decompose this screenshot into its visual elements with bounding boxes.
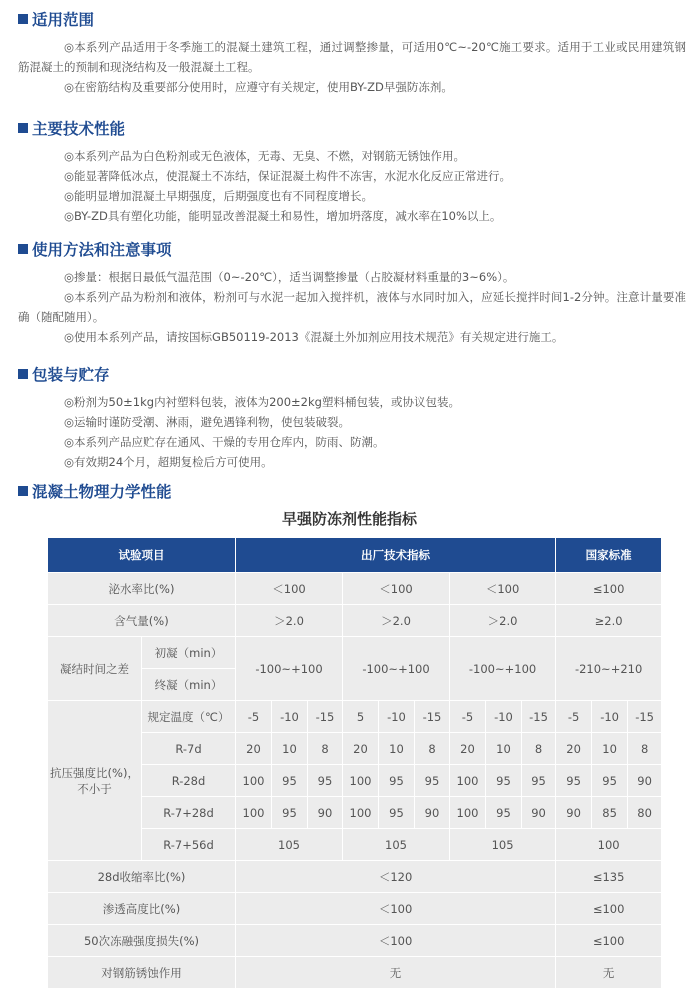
row-label-line: 不小于 [77,781,112,796]
section-title: 混凝土物理力学性能 [32,483,172,501]
square-bullet-icon [18,244,28,254]
table-cell: ≥2.0 [556,605,662,637]
square-bullet-icon [18,486,28,496]
table-cell: 95 [379,765,415,797]
table-cell: 105 [343,829,450,861]
table-cell: -10 [592,701,628,733]
paragraph: ◎本系列产品适用于冬季施工的混凝土建筑工程，通过调整掺量，可适用0℃~-20℃施工要求。适用于工业或民用建筑钢筋混凝土的预制和现浇结构及一般混凝土工程。 [18,40,686,74]
section-heading [18,480,699,502]
table-cell: 95 [556,765,592,797]
table-cell: 85 [592,797,628,829]
section-usage [0,238,699,347]
table-cell: 80 [628,797,662,829]
table-cell: 无 [556,957,662,989]
table-row [48,925,662,957]
table-cell: 10 [379,733,415,765]
table-cell: -15 [415,701,450,733]
section-title: 主要技术性能 [32,120,126,138]
table-cell: -5 [450,701,486,733]
table-row [48,605,662,637]
row-label: 泌水率比(%) [48,573,236,605]
section-heading [18,363,699,385]
table-cell: -10 [272,701,308,733]
table-cell: 5 [343,701,379,733]
section-physical-properties [0,480,699,502]
table-row [48,637,662,669]
table-cell: -10 [379,701,415,733]
section-title: 包装与贮存 [32,366,110,384]
table-cell: ＞2.0 [450,605,556,637]
section-performance [0,117,699,226]
paragraph: ◎本系列产品为白色粉剂或无色液体，无毒、无臭、不燃，对钢筋无锈蚀作用。 [64,149,466,163]
row-sublabel: R-28d [142,765,236,797]
table-cell: 8 [628,733,662,765]
table-cell: ≤100 [556,925,662,957]
table-row [48,957,662,989]
table-cell: 95 [522,765,556,797]
table-cell: -15 [308,701,343,733]
table-cell: 95 [272,797,308,829]
table-cell: 100 [236,797,272,829]
table-cell: -15 [522,701,556,733]
table-cell: 8 [522,733,556,765]
section-heading [18,238,699,260]
paragraph: ◎粉剂为50±1kg内衬塑料包装，液体为200±2kg塑料桶包装，或协议包装。 [64,395,460,409]
row-sublabel: R-7+56d [142,829,236,861]
table-row [48,861,662,893]
table-cell: 20 [450,733,486,765]
paragraph: ◎本系列产品应贮存在通风、干燥的专用仓库内，防雨、防潮。 [64,435,385,449]
table-cell: 105 [450,829,556,861]
table-cell: 100 [450,797,486,829]
table-cell: -100~+100 [343,637,450,701]
table-cell: 95 [592,765,628,797]
table-cell: ＜100 [450,573,556,605]
table-cell: 8 [308,733,343,765]
header-item: 试验项目 [48,538,236,573]
table-cell: 95 [486,797,522,829]
table-cell: ＜100 [236,893,556,925]
table-cell: -210~+210 [556,637,662,701]
table-cell: ＜120 [236,861,556,893]
table-cell: 105 [236,829,343,861]
row-label: 28d收缩率比(%) [48,861,236,893]
table-cell: ≤100 [556,893,662,925]
table-header-row [48,538,662,573]
row-label: 凝结时间之差 [48,637,142,701]
table-cell: 100 [556,829,662,861]
table-cell: ＜100 [236,573,343,605]
table-cell: ＜100 [343,573,450,605]
table-row [48,893,662,925]
table-row [48,573,662,605]
table-cell: 95 [379,797,415,829]
table-cell: 10 [592,733,628,765]
section-title: 适用范围 [32,11,95,29]
row-sublabel: R-7d [142,733,236,765]
table-cell: 95 [272,765,308,797]
row-label: 渗透高度比(%) [48,893,236,925]
table-cell: ＞2.0 [236,605,343,637]
table-title: 早强防冻剂性能指标 [281,510,417,528]
row-label: 含气量(%) [48,605,236,637]
table-cell: ＜100 [236,925,556,957]
table-cell: 95 [308,765,343,797]
table-cell: 100 [343,765,379,797]
paragraph: ◎使用本系列产品，请按国标GB50119-2013《混凝土外加剂应用技术规范》有关规定进行施工。 [64,330,564,344]
table-cell: 100 [236,765,272,797]
paragraph: ◎BY-ZD具有塑化功能，能明显改善混凝土和易性，增加坍落度，减水率在10%以上。 [64,209,502,223]
row-label [48,701,142,861]
table-cell: 10 [486,733,522,765]
table-cell: 100 [343,797,379,829]
table-cell: 无 [236,957,556,989]
table-cell: 10 [272,733,308,765]
paragraph: ◎掺量：根据日最低气温范围（0~-20℃），适当调整掺量（占胶凝材料重量的3~6%）。 [64,270,515,284]
paragraph: ◎在密筋结构及重要部分使用时，应遵守有关规定，使用BY-ZD早强防冻剂。 [64,80,453,94]
table-cell: 90 [415,797,450,829]
paragraph: ◎能明显增加混凝土早期强度，后期强度也有不同程度增长。 [64,189,374,203]
section-scope [0,8,699,97]
paragraph: ◎本系列产品为粉剂和液体，粉剂可与水泥一起加入搅拌机，液体与水同时加入，应延长搅拌时间1-2分钟。注意计量要准确（随配随用）。 [18,290,686,324]
table-cell: -5 [556,701,592,733]
row-label-line: 抗压强度比(%)， [50,765,139,780]
table-cell: 90 [628,765,662,797]
paragraph: ◎有效期24个月，超期复检后方可使用。 [64,455,273,469]
paragraph: ◎能显著降低冰点，使混凝土不冻结，保证混凝土构件不冻害，水泥水化反应正常进行。 [64,169,512,183]
section-title: 使用方法和注意事项 [32,241,172,259]
row-sublabel: 初凝（min） [142,637,236,669]
header-national: 国家标准 [556,538,662,573]
table-cell: -5 [236,701,272,733]
row-sublabel: 规定温度（℃） [142,701,236,733]
row-sublabel: R-7+28d [142,797,236,829]
header-factory: 出厂技术指标 [236,538,556,573]
table-cell: 20 [343,733,379,765]
table-cell: -15 [628,701,662,733]
table-cell: 95 [486,765,522,797]
table-row [48,701,662,733]
table-cell: 90 [308,797,343,829]
row-label: 50次冻融强度损失(%) [48,925,236,957]
table-cell: 90 [556,797,592,829]
row-label: 对钢筋锈蚀作用 [48,957,236,989]
table-cell: ≤135 [556,861,662,893]
table-cell: 100 [450,765,486,797]
table-cell: 90 [522,797,556,829]
table-cell: 20 [556,733,592,765]
section-heading [18,8,699,30]
section-packaging [0,363,699,472]
table-cell: ＞2.0 [343,605,450,637]
section-heading [18,117,699,139]
square-bullet-icon [18,123,28,133]
table-cell: -100~+100 [450,637,556,701]
table-cell: -100~+100 [236,637,343,701]
paragraph: ◎运输时谨防受潮、淋雨，避免遇锋利物，使包装破裂。 [64,415,351,429]
square-bullet-icon [18,369,28,379]
table-cell: ≤100 [556,573,662,605]
table-cell: 20 [236,733,272,765]
performance-table [47,537,662,989]
row-sublabel: 终凝（min） [142,669,236,701]
table-cell: 8 [415,733,450,765]
square-bullet-icon [18,14,28,24]
table-cell: -10 [486,701,522,733]
table-cell: 95 [415,765,450,797]
